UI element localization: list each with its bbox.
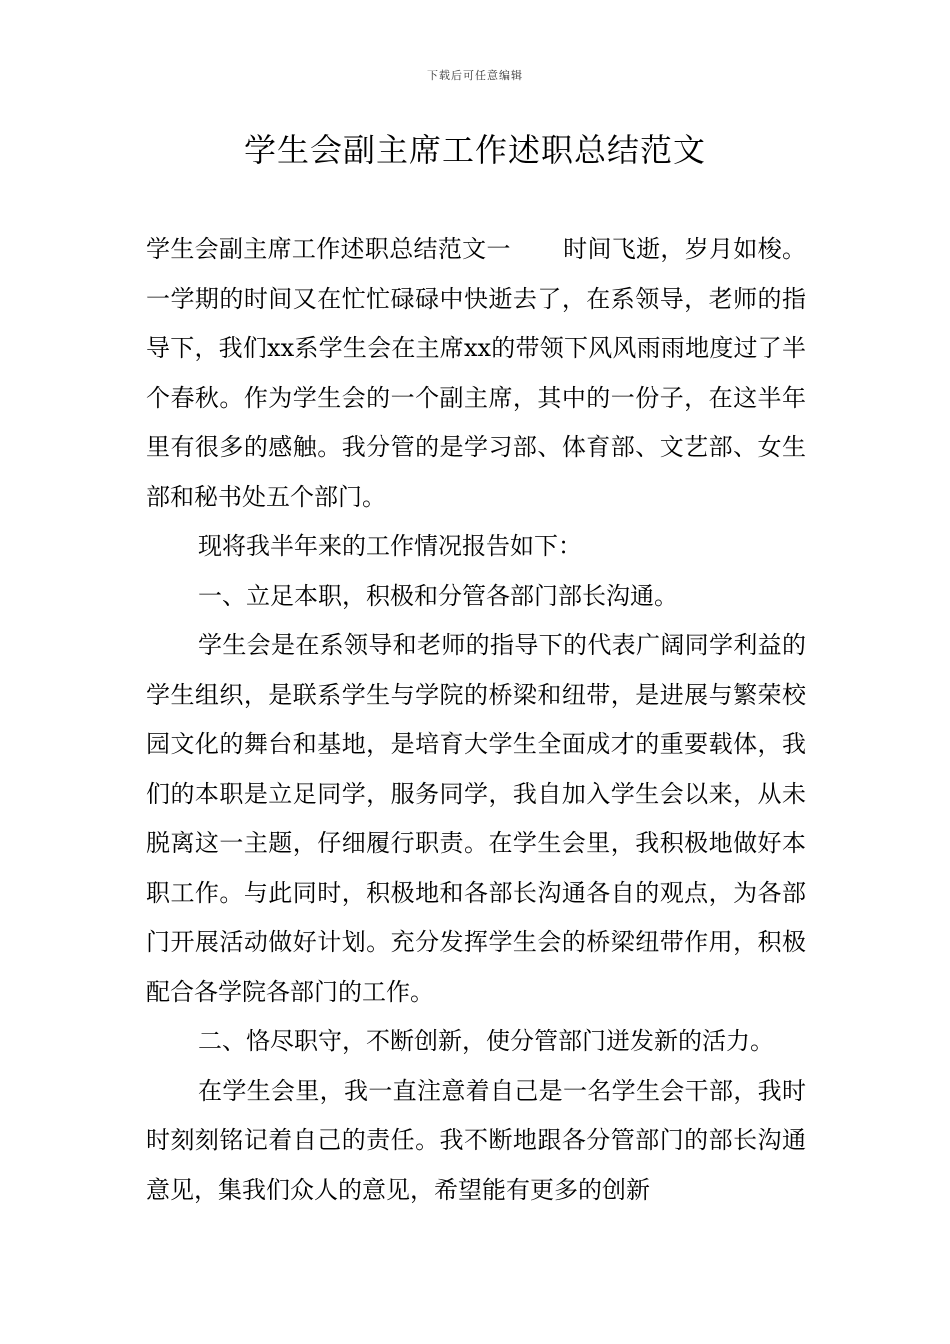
paragraph-1-lead: 学生会副主席工作述职总结范文一	[146, 235, 511, 263]
section-heading-1: 一、立足本职，积极和分管各部门部长沟通。	[198, 581, 678, 610]
paragraph-1	[146, 225, 806, 522]
paragraph-3: 学生会是在系领导和老师的指导下的代表广阔同学利益的学生组织，是联系学生与学院的桥梁和纽带，是进展与繁荣校园文化的舞台和基地，是培育大学生全面成才的重要载体，我们的本职是立足同学，服务同学，我自加入学生会以来，从未脱离这一主题，仔细履行职责。在学生会里，我积极地做好本职工作。与此同时，积极地和各部长沟通各自的观点，为各部门开展活动做好计划。充分发挥学生会的桥梁纽带作用，积极配合各学院各部门的工作。	[146, 631, 806, 1006]
document-body	[146, 225, 806, 1215]
paragraph-2: 现将我半年来的工作情况报告如下：	[198, 532, 582, 560]
section-heading-2: 二、恪尽职守，不断创新，使分管部门迸发新的活力。	[198, 1027, 774, 1055]
paragraph-1-text: 时间飞逝，岁月如梭。一学期的时间又在忙忙碌碌中快逝去了，在系领导，老师的指导下，我们xx系学生会在主席xx的带领下风风雨雨地度过了半个春秋。作为学生会的一个副主席，其中的一份子，在这半年里有很多的感触。我分管的是学习部、体育部、文艺部、女生部和秘书处五个部门。	[146, 235, 807, 511]
paragraph-4: 在学生会里，我一直注意着自己是一名学生会干部，我时时刻刻铭记着自己的责任。我不断地跟各分管部门的部长沟通意见，集我们众人的意见，希望能有更多的创新	[146, 1076, 806, 1204]
document-title: 学生会副主席工作述职总结范文	[243, 131, 706, 169]
header-note: 下载后可任意编辑	[427, 69, 523, 82]
